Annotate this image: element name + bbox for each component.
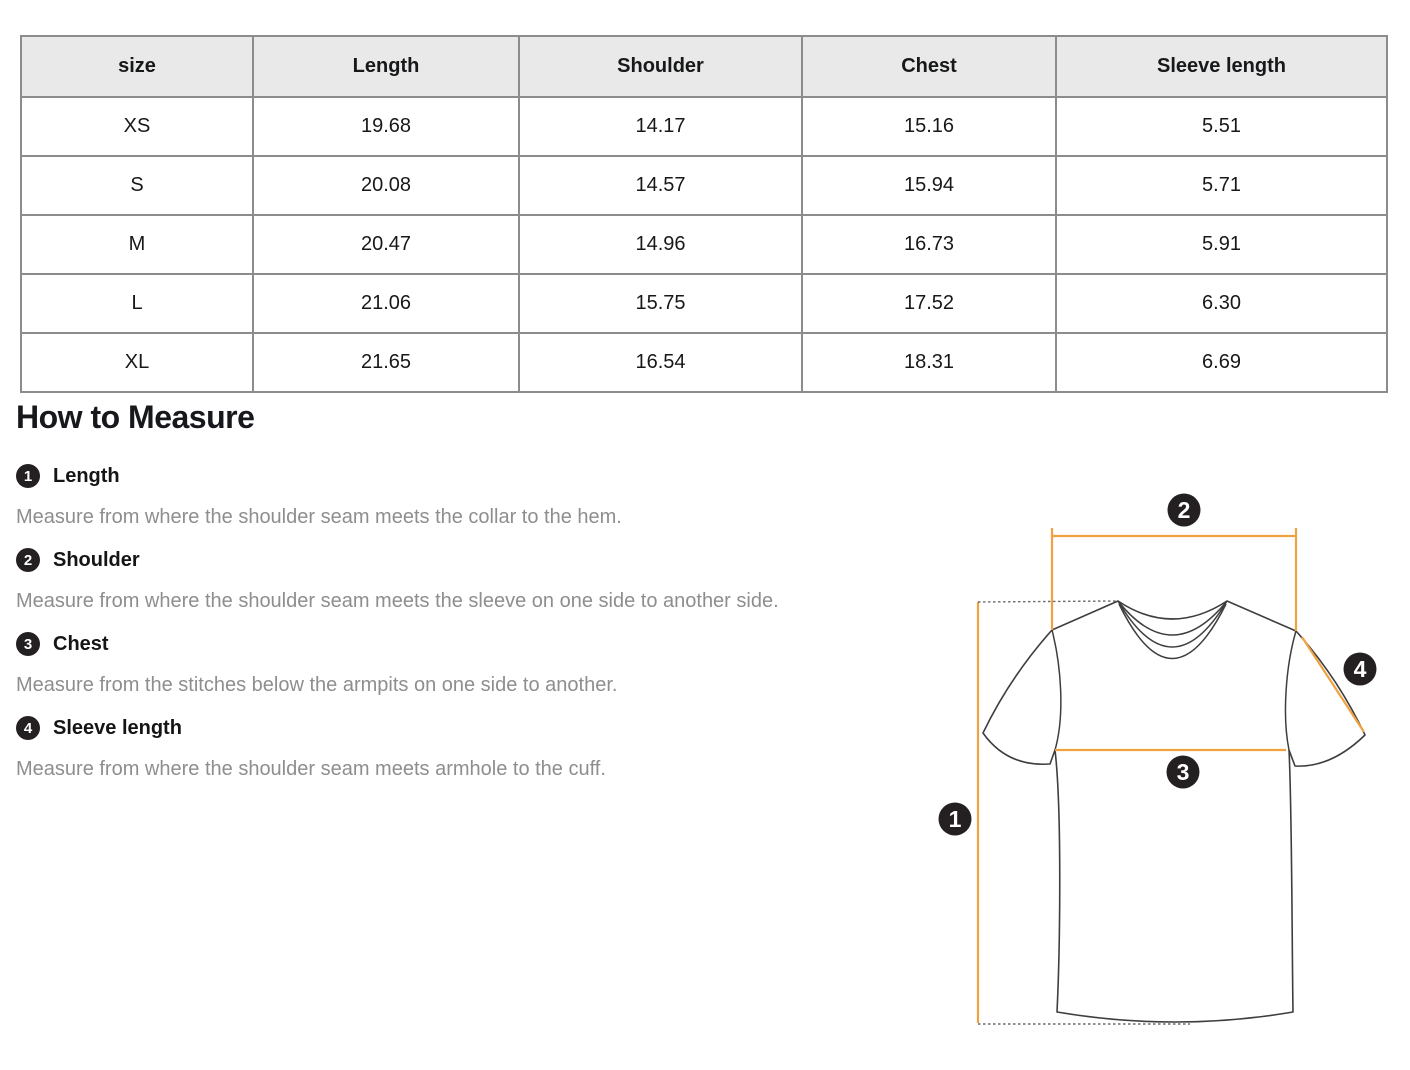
table-cell: 6.30 — [1056, 274, 1387, 333]
table-cell: 6.69 — [1056, 333, 1387, 392]
measure-item-label: Length — [53, 464, 120, 487]
table-cell: 15.16 — [802, 97, 1056, 156]
column-header-shoulder: Shoulder — [519, 36, 802, 97]
table-cell: 15.75 — [519, 274, 802, 333]
table-cell: 20.47 — [253, 215, 519, 274]
how-to-measure-title: How to Measure — [16, 399, 255, 435]
table-cell: 18.31 — [802, 333, 1056, 392]
marker-number: 1 — [948, 806, 962, 832]
measure-item-description: Measure from the stitches below the armpits on one side to another. — [16, 674, 618, 696]
dotted-line-collar — [978, 601, 1116, 602]
table-cell: 15.94 — [802, 156, 1056, 215]
how-to-measure-list — [16, 464, 896, 804]
table-cell: 14.57 — [519, 156, 802, 215]
table-cell: 16.54 — [519, 333, 802, 392]
number-badge-1: 1 — [16, 464, 40, 488]
measure-item-head — [16, 632, 896, 656]
table-cell: 16.73 — [802, 215, 1056, 274]
size-cell: XL — [21, 333, 253, 392]
size-chart-table — [20, 35, 1388, 393]
tshirt-diagram-svg — [900, 480, 1410, 1070]
size-cell: XS — [21, 97, 253, 156]
marker-number: 3 — [1176, 759, 1190, 785]
measure-item-label: Chest — [53, 632, 109, 655]
measure-item-head — [16, 716, 896, 740]
number-badge-4: 4 — [16, 716, 40, 740]
column-header-chest: Chest — [802, 36, 1056, 97]
measure-item-description: Measure from where the shoulder seam meets the collar to the hem. — [16, 506, 622, 528]
tshirt-measure-diagram — [900, 480, 1410, 1070]
marker-1-length — [939, 803, 972, 836]
table-cell: 20.08 — [253, 156, 519, 215]
column-header-size: size — [21, 36, 253, 97]
measure-item-chest — [16, 632, 896, 697]
number-badge-3: 3 — [16, 632, 40, 656]
table-cell: 21.06 — [253, 274, 519, 333]
measure-item-head — [16, 464, 896, 488]
table-row-s — [21, 156, 1387, 215]
measure-item-head — [16, 548, 896, 572]
measure-item-description: Measure from where the shoulder seam meets the sleeve on one side to another side. — [16, 590, 779, 612]
table-cell: 14.17 — [519, 97, 802, 156]
table-cell: 5.51 — [1056, 97, 1387, 156]
measure-item-description: Measure from where the shoulder seam meets armhole to the cuff. — [16, 758, 606, 780]
table-row-xl — [21, 333, 1387, 392]
marker-number: 2 — [1177, 497, 1191, 523]
table-cell: 17.52 — [802, 274, 1056, 333]
number-badge-2: 2 — [16, 548, 40, 572]
size-cell: S — [21, 156, 253, 215]
marker-4-sleeve — [1344, 653, 1377, 686]
table-cell: 14.96 — [519, 215, 802, 274]
table-cell: 19.68 — [253, 97, 519, 156]
measure-item-length — [16, 464, 896, 529]
table-cell: 5.71 — [1056, 156, 1387, 215]
table-row-xs — [21, 97, 1387, 156]
size-cell: L — [21, 274, 253, 333]
marker-3-chest — [1167, 756, 1200, 789]
measure-item-shoulder — [16, 548, 896, 613]
marker-2-shoulder — [1168, 494, 1201, 527]
tshirt-outline — [983, 601, 1365, 1022]
measure-item-label: Shoulder — [53, 548, 140, 571]
table-cell: 5.91 — [1056, 215, 1387, 274]
column-header-length: Length — [253, 36, 519, 97]
marker-number: 4 — [1353, 656, 1367, 682]
column-header-sleeve-length: Sleeve length — [1056, 36, 1387, 97]
table-row-m — [21, 215, 1387, 274]
table-row-l — [21, 274, 1387, 333]
size-cell: M — [21, 215, 253, 274]
table-header-row — [21, 36, 1387, 97]
measure-item-label: Sleeve length — [53, 716, 182, 739]
table-cell: 21.65 — [253, 333, 519, 392]
measure-item-sleeve-length — [16, 716, 896, 781]
